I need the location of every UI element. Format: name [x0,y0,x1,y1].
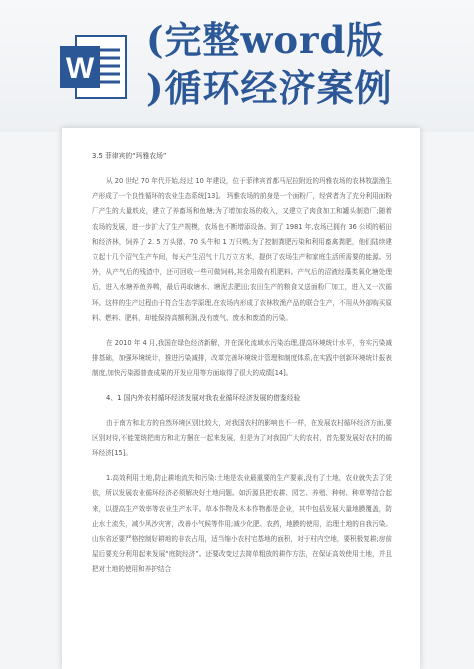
title-line-1: (完整word版 [146,18,385,62]
page-title [146,16,466,112]
paragraph: 由于南方和北方的自然环境区别比较大，对我国农村的影响也不一样，在发展农村循环经济方面,要区别对待,不能笼统把南方和北方捆在一起来发展，但是为了对我国广大的农村，首先要发展好农村的循环经济[15]。 [92,418,392,458]
section-heading: 3.5 菲律宾的“玛雅农场” [92,152,167,160]
paragraph: 在 2010 年 4 月,我国在绿色经济新解，并在深化流域水污染治理,提高环境统计水平，夯实污染减排基础，加强环境统计，推进污染减排，改革完善环境统计管理和制度体系,在实践中创新环境统计报表制度,加快污染源普查成果的开发应用等方面取得了很大的成绩[14]。 [92,339,392,378]
banner [0,0,474,132]
word-icon [56,30,130,104]
paragraph: 1.高效利用土地,防止耕地流失和污染:土地是农业最重要的生产要素,没有了土地，农业就失去了凭依，所以发展农业循环经济必须解决好土地问题。如沂源县把农耕、园艺、养殖、种树、种草等结合起来，以提高生产效率等农业生产水平。草本作物及木本作物都是企业，其中包括发展大量地膜覆盖，防止水土流失，减少风沙灾害，改善小气候等作用;减少化肥、农药，地膜的使用，治理土地的自我污染。山东省还要严格控制好耕地的非农占用，适当缩小农村宅基地的面积，对于村内空地，要积极复耕;房前屋后要充分利用起来发展“庭院经济”。还要改变过去简单粗放的耕作方法，在保证高效使用土地，并且把对土地的使用和养护结合 [92,474,392,574]
section-heading: 4、1 国内外农村循环经济发展对我农业循环经济发展的借鉴经验 [106,393,301,402]
document-body [92,150,392,588]
document-page [62,128,420,669]
logo-letter: W [65,52,95,85]
paragraph: 从 20 世纪 70 年代开始,经过 10 年建设，位于菲律宾首都马尼拉附近的玛雅农场的农林牧副渔生产形成了一个良性循环的农业生态系统[13]。 玛雅农场的前身是一个面粉厂，经营者为了充分利用面粉厂产生的大量麸皮，建立了养畜场和鱼塘;为了增加农场的收入，又建立了肉食加工和罐头制造厂;随着农场的发展，进一步扩大了生产规模，农场也不断增添设备。到了 1981 年,农场已拥有 36 公顷的稻田和经济林，饲养了 2. 5 万头猪、70 头牛和 1 万只鸭;为了控制粪肥污染和利用畜禽粪肥，他们陆续建立起十几个沼气生产车间，每天产生沼气十几万立方米，提供了农场生产和家庭生活所需要的能源。另外，从产气后的残渣中，还可回收一些可做饲料,其余用做有机肥料。产气后的沼液经藻类氧化塘处理后，进入水塘养鱼养鸭，最后再取塘水、塘泥去肥田;农田生产的粮食又送面粉厂加工，进入又一次循环。这样的生产过程由于符合生态学原理,在农场内形成了农林牧渔产品的联合生产，不用从外部购买原料、燃料、肥料，却能保持高额利润,没有废气、废水和废渣的污染。 [92,177,392,322]
title-line-2: )循环经济案例 [146,66,393,110]
